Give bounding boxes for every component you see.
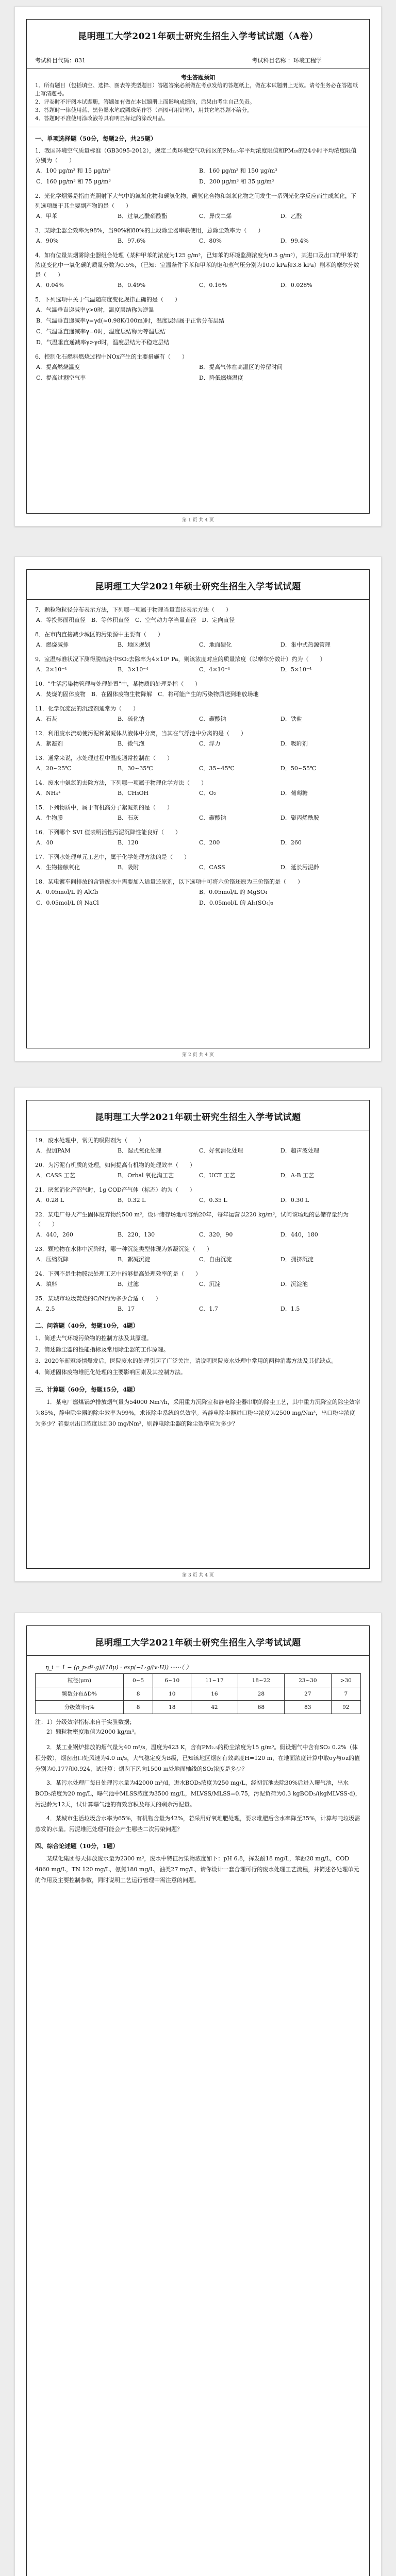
answer-option: D．200 μg/m³ 和 35 μg/m³ — [199, 178, 274, 185]
question-item — [35, 1269, 361, 1290]
question-stem: 3．某除尘器全效率为98%，当90%和80%的上段除尘器串联使用，总除尘效率为（ ） — [35, 227, 264, 234]
option-group — [35, 235, 361, 246]
question-stem: 8．在市内直接减少城区的污染源中主要有（ ） — [35, 631, 163, 638]
option-group — [35, 211, 361, 222]
answer-option: D．0.30 L — [280, 1197, 309, 1204]
question-item — [35, 1244, 361, 1265]
question-item — [35, 728, 361, 749]
question-item — [35, 1160, 361, 1181]
question-stem: 22．某电厂每天产生固体废弃物约500 m³，设计储存场地可容纳20年，每年运营以220 kg/m³，试问该场地的总储存量约为（ ） — [35, 1211, 349, 1228]
exam-page-3 — [14, 1087, 382, 1582]
answer-option: B．微气泡 — [118, 740, 145, 747]
answer-option: D．集中式热源管理 — [280, 641, 331, 648]
question-item — [35, 226, 361, 246]
option-group — [35, 1279, 361, 1290]
answer-option: D．吸附剂 — [280, 740, 308, 747]
answer-option: B．湿式氧化处理 — [118, 1147, 162, 1154]
answer-option: B．气温垂直递减率γ=γd(≈0.98K/100m)时，温度层结属于正常分布层结 — [36, 317, 225, 324]
table-note: 注：1）分级效率指标来自于实验数据； — [35, 1719, 135, 1725]
answer-option: D．葡萄糖 — [280, 790, 308, 796]
notice-item: 4．答题时不准使用涂改液等具有明显标记的涂改用品。 — [35, 115, 169, 122]
question-item — [35, 827, 361, 848]
question-item — [35, 877, 361, 908]
answer-option: A．NH₄⁺ — [36, 790, 61, 796]
answer-option: A．0.05mol/L 的 AlCl₃ — [36, 889, 98, 895]
question-stem: 10．"生活污染物管理与处理处置"中，某物质的处理是指（ ） — [35, 681, 201, 687]
option-group — [35, 812, 361, 823]
table-row — [36, 1687, 361, 1701]
answer-option: D．乙醛 — [280, 213, 302, 219]
option-group — [35, 1195, 361, 1206]
answer-option: A．440，260 — [36, 1231, 73, 1238]
question-stem: 25．某城市垃圾焚烧的C/N约为多少合适（ ） — [35, 1295, 161, 1302]
answer-option: D．A-B 工艺 — [280, 1172, 315, 1179]
answer-option: B．160 μg/m³ 和 150 μg/m³ — [199, 167, 277, 174]
option-group — [35, 165, 361, 187]
question-item — [35, 778, 361, 799]
answer-option: B．3×10⁻⁴ — [118, 666, 148, 673]
question-stem: 16．下列哪个 SVI 值表明活性污泥沉降性能良好（ ） — [35, 829, 181, 836]
option-group — [35, 615, 361, 625]
notice-item: 3．答题时一律使用蓝、黑色墨水笔或圆珠笔作答（画图可用铅笔），用其它笔答题不给分。 — [35, 107, 253, 113]
table-cell: 7 — [331, 1687, 360, 1701]
answer-option: D．1.5 — [280, 1306, 300, 1312]
answer-option: C．0.16% — [199, 282, 227, 289]
table-cell: 68 — [238, 1701, 284, 1714]
question-stem: 12．利用废水流动使污泥和絮凝体从液体中分离，当其在气浮池中分离的是（ ） — [35, 730, 246, 737]
question-list — [35, 605, 361, 908]
answer-option: B．絮凝沉淀 — [118, 1256, 151, 1263]
question-stem: 15．下列物质中，属于有机高分子絮凝剂的是（ ） — [35, 804, 173, 811]
answer-option: D．铁盐 — [280, 716, 302, 722]
answer-option: A．90% — [36, 238, 59, 244]
answer-option: C．80% — [199, 238, 222, 244]
answer-option: C．浮力 — [199, 740, 221, 747]
option-group — [35, 1170, 361, 1181]
page-footer: 第 2 页 共 4 页 — [182, 1053, 214, 1058]
question-stem: 5．下列选项中关于气温随高度变化规律正确的是（ ） — [35, 296, 180, 303]
question-item — [35, 753, 361, 774]
option-group — [35, 788, 361, 799]
answer-option: B．石灰 — [118, 815, 139, 821]
option-group — [35, 1145, 361, 1156]
question-item — [35, 654, 361, 675]
option-group — [35, 1254, 361, 1265]
question-item — [35, 1210, 361, 1240]
question-item — [35, 852, 361, 873]
answer-option: A．絮凝剂 — [36, 740, 63, 747]
answer-option: A．甲苯 — [36, 213, 57, 219]
question-stem: 21．厌氧消化产沼气时，1g COD产气体（标态）约为（ ） — [35, 1187, 195, 1193]
exam-page-4 — [14, 1613, 382, 2576]
answer-option: B．0.49% — [118, 282, 146, 289]
question-stem: 7．颗粒物粒径分布表示方法，下列哪一项属于物理当量直径表示方法（ ） — [35, 606, 232, 613]
answer-option: A．20~25℃ — [36, 765, 72, 772]
answer-option: B．220，130 — [118, 1231, 155, 1238]
essay-block — [35, 1853, 361, 1886]
question-stem: 23．颗粒物在水体中沉降时，哪一种沉淀类型体现为絮凝沉淀（ ） — [35, 1246, 212, 1252]
section-title: 四、综合论述题（10分，1题） — [35, 1842, 119, 1850]
answer-option: D．440，180 — [280, 1231, 318, 1238]
question-item — [35, 146, 361, 187]
question-stem: 17．下列水处理单元工艺中，属于化学处理方法的是（ ） — [35, 854, 190, 860]
subject-code: 考试科目代码：831 — [35, 57, 86, 64]
table-cell: 粒径(μm) — [36, 1674, 124, 1687]
question-item — [35, 1185, 361, 1206]
answer-option: B．0.32 L — [118, 1197, 146, 1204]
answer-option: B．Orbal 氧化沟工艺 — [118, 1172, 174, 1179]
answer-option: D．延长污泥龄 — [280, 864, 319, 871]
question-item — [35, 1294, 361, 1314]
question-stem: 18．某电镀车间排放的含铬废水中需要加入适量还原剂，以下选项中可将六价铬还原为三价铬的是（ ） — [35, 878, 303, 885]
table-cell: 23~30 — [285, 1674, 331, 1687]
table-cell: 18 — [153, 1701, 191, 1714]
answer-option: D．99.4% — [280, 238, 309, 244]
table-cell: 10 — [153, 1687, 191, 1701]
answer-option: C．UCT 工艺 — [199, 1172, 235, 1179]
question-list — [35, 1136, 361, 1314]
question-item — [35, 352, 361, 383]
section-title: 一、单项选择题（50分，每题2分，共25题） — [35, 135, 157, 142]
page-frame — [26, 569, 370, 1048]
calc-question: 3．某污水处理厂每日处理污水量为42000 m³/d，进水BOD₅浓度为250 mg/L，经初沉池去除30%后进入曝气池，出水BOD₅浓度为20 mg/L，曝气池中MLSS浓度为3500 mg/L，MLVSS/MLSS=0.75，污泥负荷为0.3 kgBOD₅/(kgMLVSS·d)，污泥龄为12天，试计算曝气池的有效容积及每天的剩余污泥量。 — [35, 1780, 361, 1808]
option-group — [35, 837, 361, 848]
table-cell: 18~22 — [238, 1674, 284, 1687]
option-group — [35, 362, 361, 383]
answer-option: A．焚烧的固体废物 B．在固体废物生物降解 C．将可能产生的污染物质送到堆放场地 — [36, 691, 259, 698]
answer-option: A．0.04% — [36, 282, 64, 289]
answer-option: D．5×10⁻⁴ — [280, 666, 312, 673]
option-group — [35, 1229, 361, 1240]
question-stem: 19．废水处理中，常见的吸附剂为（ ） — [35, 1137, 144, 1144]
option-group — [35, 1303, 361, 1314]
answer-option: A．CASS 工艺 — [36, 1172, 75, 1179]
answer-option: C．沉淀 — [199, 1281, 221, 1287]
answer-option: C．160 μg/m³ 和 75 μg/m³ — [36, 178, 111, 185]
table-cell: 6~10 — [153, 1674, 191, 1687]
page-footer: 第 3 页 共 4 页 — [182, 1573, 214, 1578]
answer-option: C．35~45℃ — [199, 765, 235, 772]
table-cell: 分级效率η% — [36, 1701, 124, 1714]
table-cell: 27 — [285, 1687, 331, 1701]
essay-question: 某煤化集团每天排放废水量为2300 m³，废水中特征污染物浓度如下：pH 6.8，挥发酚18 mg/L，苯酚28 mg/L，COD 4860 mg/L，TN 120 mg/L，氨氮180 mg/L，油类27 mg/L，请你设计一套合理可行的废水处理工艺流程，并简述各处理单元的作用及主要控制参数，同时说明工艺运行管理中需注意的问题。 — [35, 1855, 359, 1884]
question-item — [35, 250, 361, 291]
answer-option: D．260 — [280, 839, 302, 846]
page-footer: 第 1 页 共 4 页 — [182, 518, 214, 523]
answer-option: C．碳酸钠 — [199, 716, 226, 722]
calc-question: 4．某城市生活垃圾含水率为65%，有机物含量为42%，若采用好氧堆肥处理，要求堆肥后含水率降至35%，计算每吨垃圾需蒸发的水量。污泥堆肥处理可能会产生哪些二次污染问题？ — [35, 1815, 360, 1833]
answer-option: C．4×10⁻⁴ — [199, 666, 230, 673]
short-question: 4．简述固体废物堆肥化处理的主要影响因素及其控制方法。 — [35, 1369, 186, 1376]
exam-page-2 — [14, 556, 382, 1061]
answer-option: B．过滤 — [118, 1281, 139, 1287]
option-group — [35, 280, 361, 291]
table-cell: 42 — [191, 1701, 238, 1714]
answer-option: A．压缩沉降 — [36, 1256, 69, 1263]
question-stem: 6．控制化石燃料燃烧过程中NOx产生的主要措施有（ ） — [35, 353, 188, 360]
exam-page-1 — [14, 6, 382, 527]
exam-meta — [35, 56, 353, 64]
page-title: 昆明理工大学2021年硕士研究生招生入学考试试题 — [95, 1638, 301, 1648]
table-cell: 8 — [123, 1687, 153, 1701]
short-question: 3．2020年新冠疫情爆发后，医院废水的处理引起了广泛关注，请说明医院废水处理中常用的两种消毒方法及其优缺点。 — [35, 1358, 337, 1364]
answer-option: A．生物膜 — [36, 815, 63, 821]
answer-option: B．17 — [118, 1306, 135, 1312]
section-title: 二、问答题（40分，每题10分，4题） — [35, 1322, 139, 1329]
answer-option: A．提高燃烧温度 — [36, 364, 80, 370]
page-title: 昆明理工大学2021年硕士研究生招生入学考试试题（A卷） — [78, 31, 318, 42]
question-stem: 24．下列不是生物膜法处理工艺中能够提高处理效率的是（ ） — [35, 1270, 201, 1277]
table-cell: 28 — [238, 1687, 284, 1701]
answer-option: D．拥挤沉淀 — [280, 1256, 314, 1263]
question-item — [35, 679, 361, 700]
question-stem: 20．为污泥有机质的处理，如何提高有机物的处理效率（ ） — [35, 1162, 195, 1168]
answer-option: A．等投影面积直径 B．等体积直径 C．空气动力学当量直径 D．定向直径 — [36, 617, 235, 623]
section-title: 三、计算题（60分，每题15分，4题） — [35, 1386, 139, 1393]
answer-option: D．降低燃烧温度 — [199, 375, 243, 381]
answer-option: D．聚丙烯酰胺 — [280, 815, 319, 821]
answer-option: A．气温垂直递减率γ>0时，温度层结称为逆温 — [36, 307, 154, 313]
question-item — [35, 704, 361, 724]
answer-option: A．石灰 — [36, 716, 57, 722]
option-group — [35, 862, 361, 873]
option-group — [35, 689, 361, 700]
calc-question: 1．某电厂燃煤锅炉排放烟气量为54000 Nm³/h，采用重力沉降室和静电除尘器串联的除尘工艺，其中重力沉降室的除尘效率为85%，静电除尘器的除尘效率为99%，求该除尘系统的总效率。若静电除尘器进口粉尘浓度为2500 mg/Nm³，出口粉尘浓度为多少？若要求出口浓度达到30 mg/Nm³，则静电除尘器的除尘效率应为多少？ — [35, 1399, 360, 1427]
answer-option: B．硫化钠 — [118, 716, 145, 722]
option-group — [35, 664, 361, 675]
answer-option: C．CASS — [199, 864, 225, 871]
answer-option: D．0.028% — [280, 282, 312, 289]
table-cell: 频数分布ΔD% — [36, 1687, 124, 1701]
short-question: 2．简述除尘器的性能指标及常用除尘器的工作原理。 — [35, 1346, 169, 1353]
option-group — [35, 639, 361, 650]
calc-question: 2．某工业锅炉排放的烟气量为40 m³/s，温度为423 K，含有PM₂.₅的粉尘浓度为15 g/m³。假设烟气中含有SO₂ 0.2%（体积分数），烟囱出口处风速为4.0 m/s，大气稳定度为B级，已知该地区烟囱有效高度H=120 m，在地面浓度计算中取σy与σz的值分别为0.177和0.924，试计算：烟囱下风向1500 m处地面轴线的SO₂浓度是多少？ — [35, 1744, 360, 1772]
answer-option: C．自由沉淀 — [199, 1256, 232, 1263]
answer-option: C．200 — [199, 839, 220, 846]
table-row — [36, 1701, 361, 1714]
table-cell: >30 — [331, 1674, 360, 1687]
divider — [27, 1655, 369, 1656]
particle-efficiency-table — [35, 1673, 361, 1714]
table-cell: 16 — [191, 1687, 238, 1701]
notice-item: 1．所有题目（包括填空、选择、图表等类型题目）答题答案必须做在考点发给的答题纸上，做在本试题册上无效。请考生务必在答题纸上写清题号。 — [35, 82, 358, 97]
question-item — [35, 1136, 361, 1156]
answer-option: C．碳酸钠 — [199, 815, 226, 821]
calc-list — [35, 1397, 361, 1429]
table-note: 2）颗粒物密度取值为2000 kg/m³。 — [35, 1728, 140, 1735]
answer-option: C．气温垂直递减率γ=0时，温度层结称为等温层结 — [36, 328, 166, 335]
page-frame — [26, 1625, 370, 2576]
option-group — [35, 887, 361, 908]
question-item — [35, 803, 361, 823]
answer-option: B．0.05mol/L 的 MgSO₄ — [199, 889, 268, 895]
question-list — [35, 146, 361, 383]
answer-option: D．超声波处理 — [280, 1147, 319, 1154]
question-stem: 11．化学沉淀法的沉淀剂通常为（ ） — [35, 705, 139, 712]
table-row — [36, 1674, 361, 1687]
answer-option: A．0.28 L — [36, 1197, 64, 1204]
question-item — [35, 191, 361, 222]
option-group — [35, 738, 361, 749]
answer-option: A．100 μg/m³ 和 15 μg/m³ — [36, 167, 111, 174]
answer-option: A．2.5 — [36, 1306, 55, 1312]
question-item — [35, 295, 361, 348]
answer-option: C．O₂ — [199, 790, 216, 796]
table-cell: 83 — [285, 1701, 331, 1714]
page-frame — [26, 19, 370, 514]
question-item — [35, 605, 361, 625]
page-title: 昆明理工大学2021年硕士研究生招生入学考试试题 — [95, 582, 301, 592]
question-stem: 1．我国环境空气质量标准（GB3095-2012），规定二类环境空气功能区的PM₂.₅年平均浓度限值和PM₁₀的24小时平均浓度限值分别为（ ） — [35, 147, 357, 164]
answer-option: B．提高气体在高温区的停留时间 — [199, 364, 283, 370]
question-stem: 2．光化学烟雾是指由光照射下大气中的氮氧化物和碳氢化物，碳氢化合物和氮氧化物之间发生一系列光化学反应而生成氧化，下列选项属于其主要副产物的是（ ） — [35, 193, 356, 209]
answer-option: C．提高过剩空气率 — [36, 375, 86, 381]
option-group — [35, 304, 361, 348]
calc-list — [35, 1742, 361, 1835]
short-question: 1．简述大气环境污染物的控制方法及其原理。 — [35, 1335, 152, 1342]
answer-option: C．好氧消化处理 — [199, 1147, 243, 1154]
notice-block — [35, 73, 361, 123]
answer-option: B．过氧乙酰硝酸酯 — [118, 213, 168, 219]
short-answer-list — [35, 1333, 361, 1378]
page-frame — [26, 1100, 370, 1569]
notice-title: 考生答题须知 — [181, 74, 215, 81]
answer-option: C．异戊二烯 — [199, 213, 232, 219]
answer-option: B．地区规划 — [118, 641, 151, 648]
answer-option: C．0.05mol/L 的 NaCl — [36, 900, 99, 906]
answer-option: D．0.05mol/L 的 Al₂(SO₄)₃ — [199, 900, 273, 906]
question-stem: 14．废水中氨氮的去除方法，下列哪一项属于物理化学方法（ ） — [35, 779, 207, 786]
table-cell: 8 — [123, 1701, 153, 1714]
answer-option: A．燃烧减排 — [36, 641, 69, 648]
option-group — [35, 714, 361, 724]
answer-option: B．97.6% — [118, 238, 146, 244]
answer-option: D．沉淀池 — [280, 1281, 308, 1287]
answer-option: C．地面硬化 — [199, 641, 232, 648]
page-title: 昆明理工大学2021年硕士研究生招生入学考试试题 — [95, 1112, 301, 1123]
answer-option: B．CH₃OH — [118, 790, 149, 796]
option-group — [35, 763, 361, 774]
answer-option: D．50~55℃ — [280, 765, 317, 772]
question-stem: 13．通常来说，水处理过程中温度通常控制在（ ） — [35, 755, 173, 761]
question-item — [35, 630, 361, 650]
question-stem: 4．如有位量某烟雾除尘器组合处理（某种甲苯的浓度为125 g/m³，已知苯的环境监测浓度为0.5 g/m³），某进口及出口的甲苯的浓度变化中一氧化碳的质量分数为0.5%，（已知：室温条件下苯和甲苯的饱和蒸气压分别为10.0 kPa和3.8 kPa）则苯的摩尔分数是（ ） — [35, 252, 359, 278]
question-stem: 9．室温标准状况下测得脱硫液中SO₂去除率为4×10⁴ Pa，则该浓度对应的质量浓度（以摩尔分数计）约为（ ） — [35, 656, 326, 663]
answer-option: D．气温垂直递减率γ>γd时，温度层结为不稳定层结 — [36, 339, 170, 346]
table-cell: 92 — [331, 1701, 360, 1714]
answer-option: B．120 — [118, 839, 139, 846]
answer-option: A．40 — [36, 839, 53, 846]
efficiency-formula: η_i = 1 − (ρ_p·d²·g)/(18μ) · exp(−L·g/(v·H)) ······（ ） — [45, 1664, 192, 1671]
answer-option: B．吸附 — [118, 864, 139, 871]
answer-option: C．0.35 L — [199, 1197, 227, 1204]
answer-option: C．1.7 — [199, 1306, 218, 1312]
answer-option: A．2×10⁻⁴ — [36, 666, 67, 673]
subject-name: 考试科目名称 ：环境工程学 — [252, 57, 322, 64]
answer-option: B．30~35℃ — [118, 765, 153, 772]
notice-item: 2．评卷时不评阅本试题册，答题如有做在本试题册上而影响成绩的，后果由考生自己负责。 — [35, 99, 255, 105]
answer-option: A．生物接触氧化 — [36, 864, 80, 871]
answer-option: C．320，90 — [199, 1231, 233, 1238]
table-cell: 11~17 — [191, 1674, 238, 1687]
answer-option: A．投加PAM — [36, 1147, 71, 1154]
answer-option: A．填料 — [36, 1281, 57, 1287]
table-cell: 0~5 — [123, 1674, 153, 1687]
